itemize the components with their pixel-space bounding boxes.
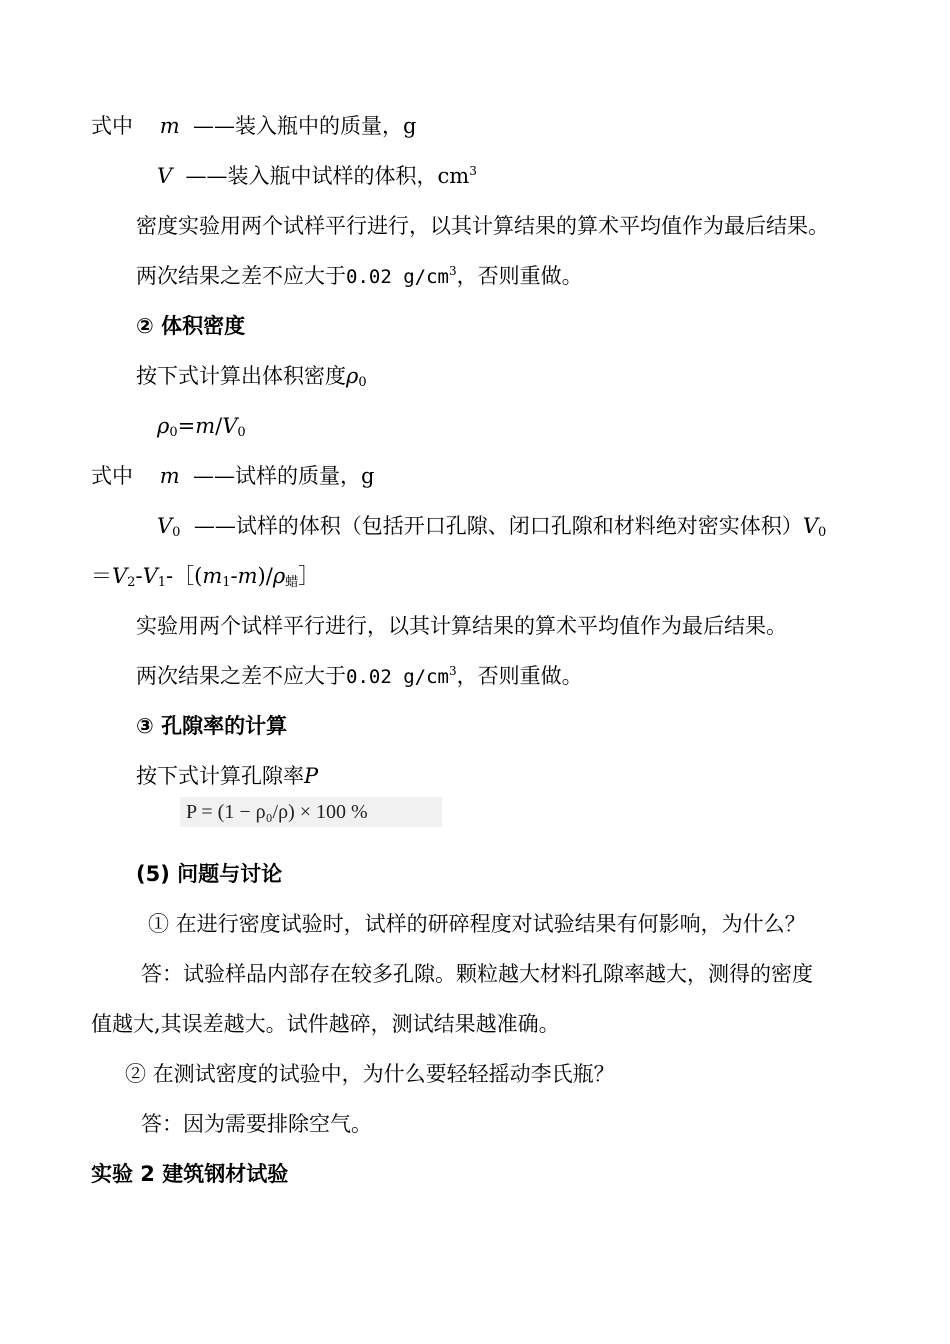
superscript-3: 3 — [469, 164, 477, 178]
text: 按下式计算出体积密度 — [136, 364, 346, 388]
symbol-m: m — [159, 114, 180, 138]
formula-bulk-density — [157, 412, 246, 440]
bracket-close: ］ — [298, 564, 320, 588]
answer-1-line-2: 值越大,其误差越大。试件越碎，测试结果越准确。 — [91, 1012, 560, 1036]
question-2: ② 在测试密度的试验中，为什么要轻轻摇动李氏瓶？ — [125, 1062, 615, 1086]
where-prefix: 式中 — [91, 464, 133, 488]
symbol-m: m — [237, 564, 258, 588]
subscript: 2 — [127, 575, 136, 590]
where-line-mass-bottle — [91, 112, 416, 140]
number-value: 0.02 g/cm — [346, 266, 449, 288]
superscript-3: 3 — [448, 664, 457, 678]
subscript: 0 — [172, 525, 181, 540]
symbol-rho: ρ — [157, 414, 170, 438]
symbol-v: V — [142, 564, 158, 588]
subscript: 0 — [169, 425, 178, 440]
heading-experiment-2: 实验 2 建筑钢材试验 — [91, 1162, 289, 1186]
bracket-open: -［( — [166, 564, 203, 588]
porosity-formula-image: P = (1 − ρ₀/ρ) × 100 % — [180, 797, 442, 827]
definition-text: ——装入瓶中试样的体积，cm — [185, 164, 470, 188]
where-line-sample-mass — [91, 462, 374, 490]
paragraph-difference-limit-2 — [136, 662, 583, 691]
subscript: 0 — [358, 375, 367, 390]
text: ，否则重做。 — [456, 264, 583, 288]
paragraph-bulk-density-calc — [136, 362, 367, 390]
symbol-v: V — [157, 514, 173, 538]
superscript-3: 3 — [448, 264, 457, 278]
question-1: ① 在进行密度试验时，试样的研碎程度对试验结果有何影响，为什么？ — [148, 912, 806, 936]
equals: = — [177, 414, 196, 438]
heading-porosity: ③ 孔隙率的计算 — [136, 714, 288, 738]
formula-volume-wax — [91, 562, 319, 590]
definition-volume-bottle — [157, 162, 477, 190]
symbol-rho: ρ — [346, 364, 359, 388]
subscript: 0 — [237, 425, 246, 440]
text: 按下式计算孔隙率 — [136, 764, 304, 788]
text: ，否则重做。 — [456, 664, 583, 688]
slash: / — [215, 414, 223, 438]
definition-sample-volume — [157, 512, 826, 540]
definition-text: ——试样的质量，g — [192, 464, 375, 488]
symbol-v: V — [112, 564, 128, 588]
subscript: 1 — [157, 575, 167, 590]
heading-bulk-density: ② 体积密度 — [136, 314, 246, 338]
paragraph-porosity-calc — [136, 762, 318, 790]
symbol-m: m — [195, 414, 216, 438]
answer-1-line-1: 答：试验样品内部存在较多孔隙。颗粒越大材料孔隙率越大，测得的密度 — [141, 962, 813, 986]
subscript: 0 — [817, 525, 827, 540]
symbol-rho: ρ — [272, 564, 286, 588]
where-prefix: 式中 — [91, 114, 133, 138]
text: 两次结果之差不应大于 — [136, 264, 346, 288]
subscript-wax: 蜡 — [285, 575, 299, 590]
definition-text: ——装入瓶中的质量，g — [192, 114, 417, 138]
minus: - — [135, 564, 143, 588]
answer-2: 答：因为需要排除空气。 — [141, 1112, 372, 1136]
symbol-v: V — [222, 414, 238, 438]
slash: )/ — [257, 564, 273, 588]
heading-questions: (5) 问题与讨论 — [136, 862, 283, 886]
symbol-v: V — [802, 514, 818, 538]
subscript: 1 — [222, 575, 231, 590]
paragraph-density-parallel: 密度实验用两个试样平行进行，以其计算结果的算术平均值作为最后结果。 — [136, 214, 829, 238]
symbol-m: m — [202, 564, 223, 588]
number-value: 0.02 g/cm — [346, 666, 449, 688]
minus: - — [230, 564, 238, 588]
paragraph-experiment-parallel: 实验用两个试样平行进行，以其计算结果的算术平均值作为最后结果。 — [136, 614, 787, 638]
symbol-v: V — [157, 164, 173, 188]
paragraph-difference-limit — [136, 262, 583, 291]
text: 两次结果之差不应大于 — [136, 664, 346, 688]
definition-text: ——试样的体积（包括开口孔隙、闭口孔隙和材料绝对密实体积） — [193, 514, 803, 538]
symbol-p: P — [304, 764, 319, 788]
equals: ＝ — [91, 564, 112, 588]
symbol-m: m — [159, 464, 180, 488]
